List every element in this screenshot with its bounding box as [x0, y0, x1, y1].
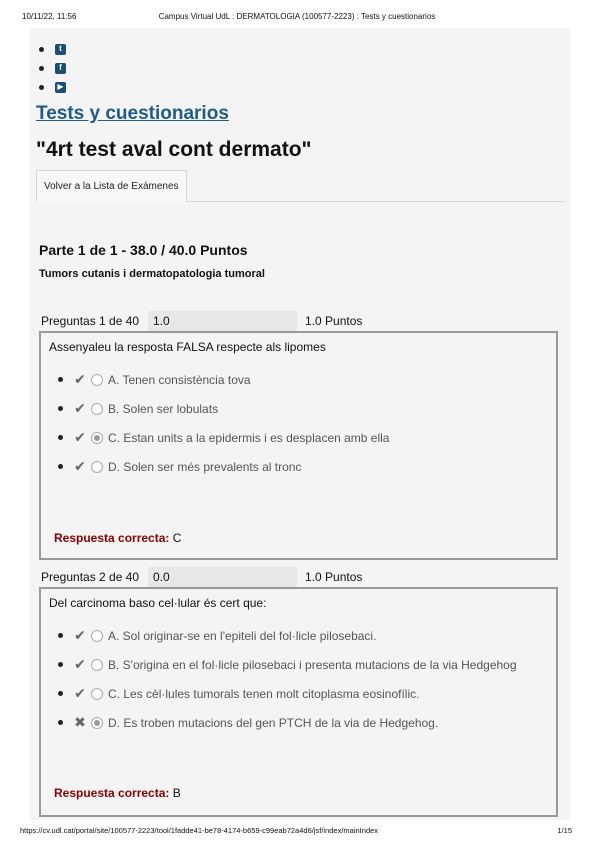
question-score-field[interactable]: 0.0	[148, 567, 297, 587]
answer-list	[41, 621, 556, 737]
answer-radio[interactable]	[91, 374, 103, 386]
social-item	[39, 59, 66, 78]
question-box	[39, 331, 558, 560]
answer-radio-selected[interactable]	[91, 717, 103, 729]
correct-check-icon: ✔	[74, 458, 86, 474]
correct-check-icon: ✔	[74, 656, 86, 672]
twitter-glyph: t	[59, 44, 62, 53]
answer-option	[41, 394, 556, 423]
print-url: https://cv.udl.cat/portal/site/100577-2223/tool/1fadde41-be78-4174-b659-c99eab72a4d6/jsf/index/mainIndex	[20, 826, 379, 835]
answer-text: B. S'origina en el fol·licle pilosebaci i presenta mutacions de la via Hedgehog	[108, 657, 517, 672]
answer-text: C. Les cèl·lules tumorals tenen molt citoplasma eosinofílic.	[108, 686, 420, 701]
print-datetime: 10/11/22, 11:56	[22, 12, 77, 21]
answer-radio[interactable]	[91, 461, 103, 473]
answer-radio[interactable]	[91, 630, 103, 642]
print-header	[22, 12, 572, 24]
correct-answer	[54, 531, 181, 545]
facebook-icon[interactable]	[55, 63, 66, 74]
answer-text: B. Solen ser lobulats	[108, 401, 219, 416]
correct-answer	[54, 786, 181, 800]
answer-text: A. Tenen consistència tova	[108, 372, 251, 387]
list-bullet	[58, 662, 63, 667]
list-bullet	[39, 47, 44, 52]
correct-check-icon: ✔	[74, 627, 86, 643]
print-page-title: Campus Virtual UdL : DERMATOLOGIA (100577-2223) : Tests y cuestionarios	[158, 12, 436, 21]
correct-answer-label: Respuesta correcta:	[54, 786, 170, 800]
twitter-icon[interactable]	[55, 44, 66, 55]
answer-option	[41, 365, 556, 394]
social-item	[39, 78, 66, 97]
answer-option	[41, 423, 556, 452]
correct-answer-label: Respuesta correcta:	[54, 531, 170, 545]
correct-check-icon: ✔	[74, 371, 86, 387]
quiz-title: "4rt test aval cont dermato"	[36, 138, 312, 161]
question-points: 1.0 Puntos	[305, 314, 363, 328]
list-bullet	[58, 435, 63, 440]
answer-list	[41, 365, 556, 481]
answer-radio[interactable]	[91, 659, 103, 671]
answer-text: D. Es troben mutacions del gen PTCH de la via de Hedgehog.	[108, 715, 439, 730]
list-bullet	[58, 691, 63, 696]
question-text: Assenyaleu la resposta FALSA respecte als lipomes	[49, 340, 326, 354]
answer-text: A. Sol originar-se en l'epiteli del fol·licle pilosebaci.	[108, 628, 377, 643]
list-bullet	[58, 377, 63, 382]
list-bullet	[39, 85, 44, 90]
answer-option	[41, 452, 556, 481]
question-text: Del carcinoma baso cel·lular és cert que:	[49, 596, 267, 610]
correct-check-icon: ✔	[74, 429, 86, 445]
list-bullet	[58, 633, 63, 638]
incorrect-cross-icon: ✖	[74, 714, 86, 730]
youtube-icon[interactable]	[55, 82, 66, 93]
question-number: Preguntas 1 de 40	[41, 314, 140, 328]
correct-answer-value: B	[172, 786, 181, 800]
answer-radio-selected[interactable]	[91, 432, 103, 444]
list-bullet	[58, 720, 63, 725]
answer-option	[41, 650, 556, 679]
question-box	[39, 587, 558, 817]
correct-check-icon: ✔	[74, 685, 86, 701]
answer-text: C. Estan units a la epidermis i es desplacen amb ella	[108, 430, 390, 445]
correct-answer-value: C	[172, 531, 182, 545]
print-page-number: 1/15	[557, 826, 572, 835]
list-bullet	[58, 406, 63, 411]
page-content	[30, 28, 570, 820]
social-item	[39, 40, 66, 59]
list-bullet	[58, 464, 63, 469]
list-bullet	[39, 66, 44, 71]
tool-title-link[interactable]: Tests y cuestionarios	[36, 103, 229, 124]
question-score-field[interactable]: 1.0	[148, 311, 297, 331]
print-footer	[20, 826, 572, 838]
youtube-glyph: ▶	[57, 82, 64, 91]
answer-option	[41, 708, 556, 737]
answer-text: D. Solen ser més prevalents al tronc	[108, 459, 302, 474]
part-title: Parte 1 de 1 - 38.0 / 40.0 Puntos	[39, 242, 248, 258]
back-to-exams-button[interactable]: Volver a la Lista de Exámenes	[36, 170, 187, 202]
answer-option	[41, 621, 556, 650]
correct-check-icon: ✔	[74, 400, 86, 416]
nav-bar	[36, 170, 564, 202]
answer-radio[interactable]	[91, 688, 103, 700]
social-links	[39, 40, 66, 97]
answer-radio[interactable]	[91, 403, 103, 415]
answer-option	[41, 679, 556, 708]
question-points: 1.0 Puntos	[305, 570, 363, 584]
part-subtitle: Tumors cutanis i dermatopatologia tumoral	[39, 268, 265, 280]
question-number: Preguntas 2 de 40	[41, 570, 140, 584]
facebook-glyph: f	[59, 63, 62, 72]
